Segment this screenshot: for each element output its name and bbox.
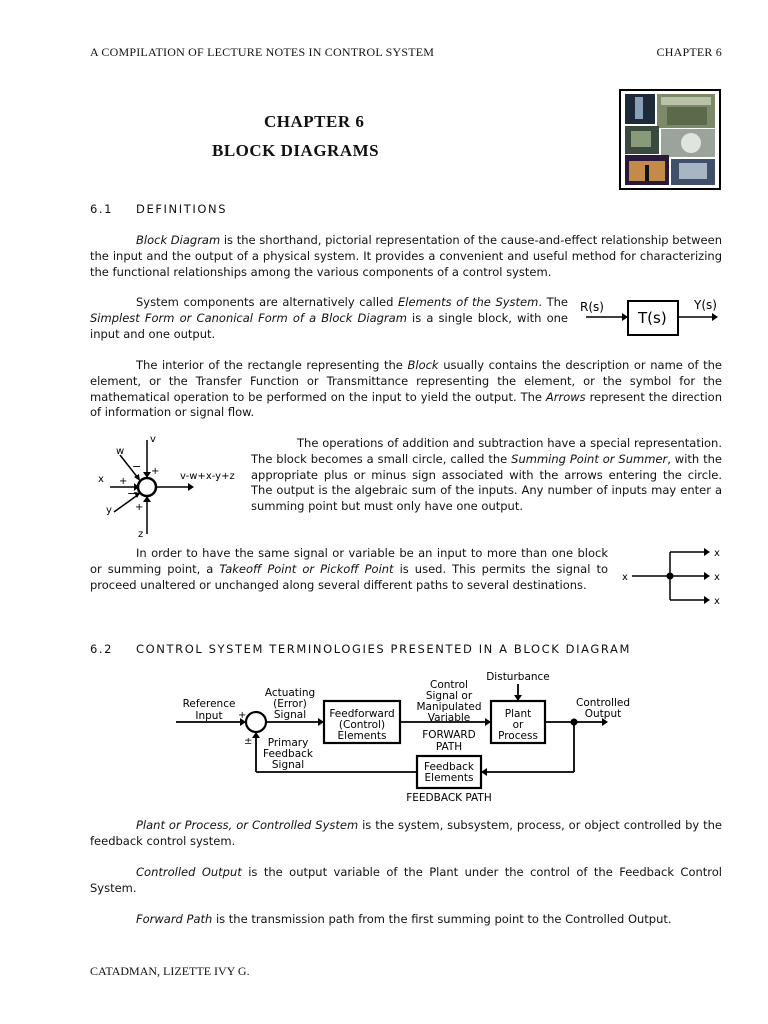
chapter-number: CHAPTER 6 [264, 112, 365, 131]
paragraph-block-diagram [90, 233, 722, 280]
feedback-elements-label: Feedback [423, 761, 475, 773]
definition: is the transmission path from the first summing point to the Controlled Output. [212, 912, 672, 926]
term: Forward Path [136, 912, 213, 926]
output-label: v-w+x-y+z [180, 471, 235, 482]
section-title: DEFINITIONS [136, 202, 228, 216]
reference-input-label: Reference [182, 698, 236, 710]
paragraph-controlled-output [90, 865, 722, 897]
section-number: 6.2 [90, 642, 114, 656]
feedback-path-label: FEEDBACK PATH [406, 792, 492, 804]
collage-photo-icon [619, 89, 721, 190]
definition: is the shorthand, pictorial representation of the cause-and-effect relationship between the input and the output of a physical system. It provides a convenient and useful method for characterizing the functional relationships among the various components of a control system. [90, 233, 722, 279]
input-x: x [98, 474, 104, 485]
term: Block [407, 358, 439, 372]
plant-label: Plant [504, 708, 532, 720]
sign: + [151, 466, 160, 477]
text: is a single block, with one input and one output. [90, 310, 568, 341]
term: Takeoff Point or Pickoff Point [219, 561, 394, 576]
running-header-chapter: CHAPTER 6 [656, 45, 722, 59]
definition: is the system, subsystem, process, or object controlled by the feedback control system. [90, 818, 722, 848]
text: represent the direction of information or signal flow. [90, 389, 722, 420]
paragraph-elements [90, 295, 568, 342]
section-title: CONTROL SYSTEM TERMINOLOGIES PRESENTED IN A BLOCK DIAGRAM [136, 642, 631, 656]
summing-point-diagram [92, 430, 252, 542]
paragraph-forward-path [90, 912, 722, 928]
text: The interior of the rectangle representing the [136, 358, 408, 372]
disturbance-label: Disturbance [486, 671, 550, 683]
controlled-output-label: Controlled [576, 697, 630, 709]
section-heading-6-1 [90, 202, 227, 216]
plant-label: or [512, 719, 524, 731]
plant-label: Process [498, 730, 538, 742]
input-label: x [622, 572, 628, 583]
chapter-title: BLOCK DIAGRAMS [212, 141, 380, 160]
primary-feedback-label: Signal [271, 759, 305, 771]
sign: ± [244, 736, 253, 747]
term: Summing Point or Summer [511, 451, 668, 466]
term: Simplest Form or Canonical Form of a Block Diagram [90, 310, 407, 325]
actuating-signal-label: Signal [273, 709, 307, 721]
reference-input-label: Input [195, 710, 223, 722]
paragraph-block-interior [90, 358, 722, 421]
running-header-title: A COMPILATION OF LECTURE NOTES IN CONTROL SYSTEM [90, 45, 435, 59]
feedback-elements-label: Elements [424, 772, 474, 784]
control-signal-label: Signal or [425, 690, 473, 702]
forward-path-label: PATH [435, 741, 463, 753]
text: is used. This permits the signal to proceed unaltered or unchanged along several different paths to several destinations. [90, 561, 608, 592]
term: Controlled Output [136, 865, 242, 879]
feedback-control-diagram [170, 666, 640, 808]
section-number: 6.1 [90, 202, 114, 216]
text: The operations of addition and subtraction have a special representation. The block becomes a small circle, called the [251, 436, 722, 466]
text: In order to have the same signal or variable be an input to more than one block or summing point, a [90, 546, 608, 576]
output-label: x [714, 572, 720, 583]
paragraph-takeoff-point [90, 546, 608, 593]
primary-feedback-label: Primary [267, 737, 309, 749]
block-label: T(s) [638, 309, 667, 327]
output-label: x [714, 596, 720, 607]
primary-feedback-label: Feedback [262, 748, 314, 760]
control-signal-label: Manipulated [416, 701, 482, 713]
controlled-output-label: Output [584, 708, 622, 720]
term: Elements of the System [398, 295, 539, 309]
actuating-signal-label: (Error) [273, 698, 307, 710]
output-label: Y(s) [694, 298, 717, 312]
text: System components are alternatively called [136, 295, 399, 309]
sign: + [135, 502, 144, 513]
term: Plant or Process, or Controlled System [136, 818, 359, 832]
feedforward-label: Elements [337, 730, 387, 742]
footer-author: CATADMAN, LIZETTE IVY G. [90, 964, 250, 978]
sign: − [127, 487, 137, 500]
actuating-signal-label: Actuating [264, 687, 316, 699]
input-v: v [150, 434, 156, 445]
paragraph-summing-point [251, 436, 722, 515]
input-label: R(s) [580, 300, 604, 314]
sign: − [132, 460, 142, 473]
forward-path-label: FORWARD [422, 729, 476, 741]
control-signal-label: Control [430, 679, 468, 691]
section-heading-6-2 [90, 642, 631, 656]
single-block-diagram [578, 293, 728, 339]
feedforward-label: (Control) [338, 719, 386, 731]
term: Block Diagram [136, 233, 221, 247]
text: . The [538, 295, 568, 309]
sign: + [119, 476, 128, 487]
sign: + [238, 710, 247, 721]
output-label: x [714, 548, 720, 559]
control-signal-label: Variable [427, 712, 471, 724]
feedforward-label: Feedforward [329, 708, 395, 720]
input-y: y [106, 505, 112, 516]
term: Arrows [545, 389, 586, 404]
summing-junction [246, 712, 266, 732]
definition: is the output variable of the Plant under the control of the Feedback Control System. [90, 865, 722, 895]
takeoff-point-diagram [618, 542, 728, 612]
input-w: w [116, 446, 125, 457]
text: , with the appropriate plus or minus sign associated with the arrows entering the circle. The output is the algebraic sum of the inputs. Any number of inputs may enter a summing point but must only have one output. [251, 451, 722, 514]
paragraph-plant [90, 818, 722, 850]
input-z: z [138, 529, 144, 540]
summer-circle [138, 478, 156, 496]
text: usually contains the description or name of the element, or the Transfer Function or Transmittance representing the element, or the symbol for the mathematical operation to be performed on the input to yield the output. The [90, 358, 722, 404]
